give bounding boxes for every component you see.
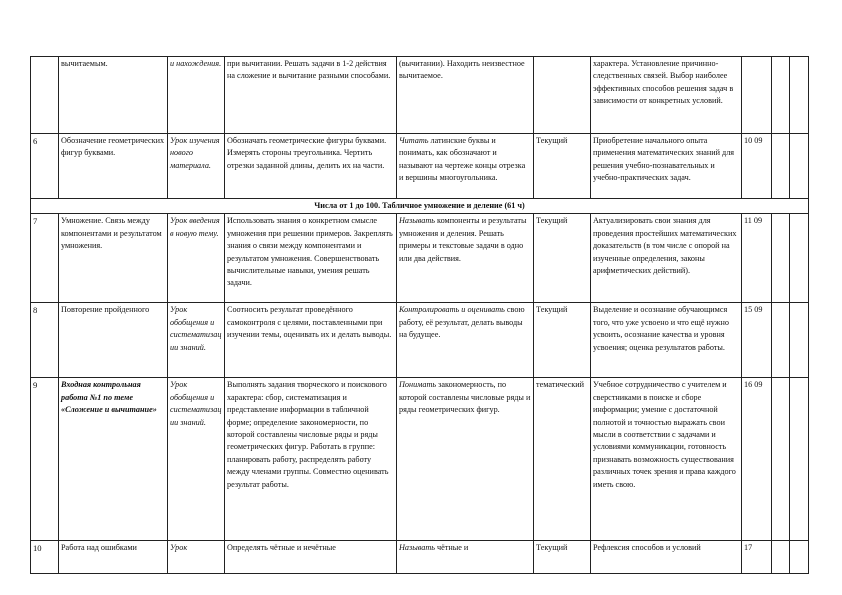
student-activity bbox=[397, 134, 534, 199]
activity-text: чётные и bbox=[434, 543, 469, 553]
activity-lead: Называть bbox=[399, 216, 435, 226]
activity-text: (вычитании). Находить неизвестное вычитаемое. bbox=[399, 59, 525, 81]
lesson-topic: Входная контрольная работа №1 по теме «Сложение и вычитание» bbox=[59, 378, 168, 541]
lesson-topic: Повторение пройденного bbox=[59, 303, 168, 378]
student-activity bbox=[397, 378, 534, 541]
lesson-type: Урок bbox=[168, 541, 225, 574]
expected-result: Выделение и осознание обучающимся того, что уже усвоено и что ещё нужно усвоить, осознание качества и уровня усвоения; оценка результатов работы. bbox=[591, 303, 742, 378]
expected-result: Учебное сотрудничество с учителем и сверстниками в поиске и сборе информации; умение с достаточной полнотой и точностью выражать свои мысли в соответствии с задачами и условиями коммуникации, готовность признавать возможность существования различных точек зрения и права каждого иметь свою. bbox=[591, 378, 742, 541]
lesson-content: Определять чётные и нечётные bbox=[225, 541, 397, 574]
empty-cell bbox=[790, 214, 809, 303]
lesson-topic: Умножение. Связь между компонентами и результатом умножения. bbox=[59, 214, 168, 303]
lesson-plan-table bbox=[30, 56, 809, 574]
empty-cell bbox=[772, 303, 790, 378]
activity-lead: Называть bbox=[399, 543, 435, 553]
control-type: Текущий bbox=[534, 541, 591, 574]
control-type: Текущий bbox=[534, 214, 591, 303]
table-row bbox=[31, 134, 809, 199]
expected-result: Рефлексия способов и условий bbox=[591, 541, 742, 574]
empty-cell bbox=[790, 303, 809, 378]
activity-text: свою работу, её результат, делать выводы на будущее. bbox=[399, 305, 525, 340]
lesson-type: Урок изучения нового материала. bbox=[168, 134, 225, 199]
lesson-topic: Работа над ошибками bbox=[59, 541, 168, 574]
control-type: тематический bbox=[534, 378, 591, 541]
activity-lead: Контролировать и оценивать bbox=[399, 305, 505, 315]
activity-text: компоненты и результаты умножения и деления. Решать примеры и текстовые задачи в одно или два действия. bbox=[399, 216, 527, 263]
row-number: 6 bbox=[31, 134, 59, 199]
control-type bbox=[534, 57, 591, 134]
lesson-date: 15 09 bbox=[742, 303, 772, 378]
activity-text: латинские буквы и понимать, как обозначают и называют на чертеже концы отрезка и вершины многоугольника. bbox=[399, 136, 526, 183]
lesson-content: Обозначать геометрические фигуры буквами. Измерять стороны треугольника. Чертить отрезки заданной длины, делить их на части. bbox=[225, 134, 397, 199]
lesson-date: 17 bbox=[742, 541, 772, 574]
student-activity bbox=[397, 214, 534, 303]
section-row bbox=[31, 199, 809, 214]
empty-cell bbox=[790, 378, 809, 541]
activity-lead: Читать bbox=[399, 136, 429, 145]
lesson-date: 10 09 bbox=[742, 134, 772, 199]
row-number: 10 bbox=[31, 541, 59, 574]
table-row bbox=[31, 57, 809, 134]
empty-cell bbox=[790, 541, 809, 574]
table-row bbox=[31, 378, 809, 541]
empty-cell bbox=[772, 541, 790, 574]
row-number bbox=[31, 57, 59, 134]
row-number: 9 bbox=[31, 378, 59, 541]
expected-result: Актуализировать свои знания для проведения простейших математических доказательств (в том числе с опорой на изученные определения, законы арифметических действий). bbox=[591, 214, 742, 303]
table-row bbox=[31, 214, 809, 303]
section-title: Числа от 1 до 100. Табличное умножение и деление (61 ч) bbox=[31, 199, 809, 214]
lesson-date bbox=[742, 57, 772, 134]
empty-cell bbox=[772, 134, 790, 199]
lesson-date: 16 09 bbox=[742, 378, 772, 541]
lesson-type: и нахождения. bbox=[168, 57, 225, 134]
lesson-content: Соотносить результат проведённого самоконтроля с целями, поставленными при изучении темы, оценивать их и делать выводы. bbox=[225, 303, 397, 378]
row-number: 8 bbox=[31, 303, 59, 378]
activity-lead: Понимать bbox=[399, 380, 437, 390]
expected-result: Приобретение начального опыта применения математических знаний для решения учебно-познавательных и учебно-практических задач. bbox=[591, 134, 742, 199]
lesson-topic: Обозначение геометрических фигур буквами. bbox=[59, 134, 168, 199]
student-activity bbox=[397, 541, 534, 574]
lesson-content: при вычитании. Решать задачи в 1-2 действия на сложение и вычитание разными способами. bbox=[225, 57, 397, 134]
student-activity bbox=[397, 57, 534, 134]
lesson-date: 11 09 bbox=[742, 214, 772, 303]
row-number: 7 bbox=[31, 214, 59, 303]
lesson-content: Выполнять задания творческого и поискового характера: сбор, систематизация и представление информации в табличной форме; определение закономерности, по которой составлены числовые ряды и ряды геометрических фигур. Работать в группе: планировать работу, распределять работу между членами группы. Совместно оценивать результат работы. bbox=[225, 378, 397, 541]
lesson-type: Урок введения в новую тему. bbox=[168, 214, 225, 303]
lesson-type: Урок обобщения и систематизации знаний. bbox=[168, 303, 225, 378]
control-type: Текущий bbox=[534, 134, 591, 199]
empty-cell bbox=[790, 134, 809, 199]
lesson-topic: вычитаемым. bbox=[59, 57, 168, 134]
student-activity bbox=[397, 303, 534, 378]
table-row bbox=[31, 303, 809, 378]
control-type: Текущий bbox=[534, 303, 591, 378]
empty-cell bbox=[790, 57, 809, 134]
empty-cell bbox=[772, 378, 790, 541]
expected-result: характера. Установление причинно-следственных связей. Выбор наиболее эффективных способов решения задач в зависимости от конкретных условий. bbox=[591, 57, 742, 134]
lesson-type: Урок обобщения и систематизации знаний. bbox=[168, 378, 225, 541]
empty-cell bbox=[772, 57, 790, 134]
lesson-content: Использовать знания о конкретном смысле умножения при решении примеров. Закреплять знания о связи между компонентами и результатом умножения. Совершенствовать вычислительные навыки, умения решать задачи. bbox=[225, 214, 397, 303]
table-row bbox=[31, 541, 809, 574]
activity-text: закономерность, по которой составлены числовые ряды и ряды геометрических фигур. bbox=[399, 380, 531, 415]
empty-cell bbox=[772, 214, 790, 303]
